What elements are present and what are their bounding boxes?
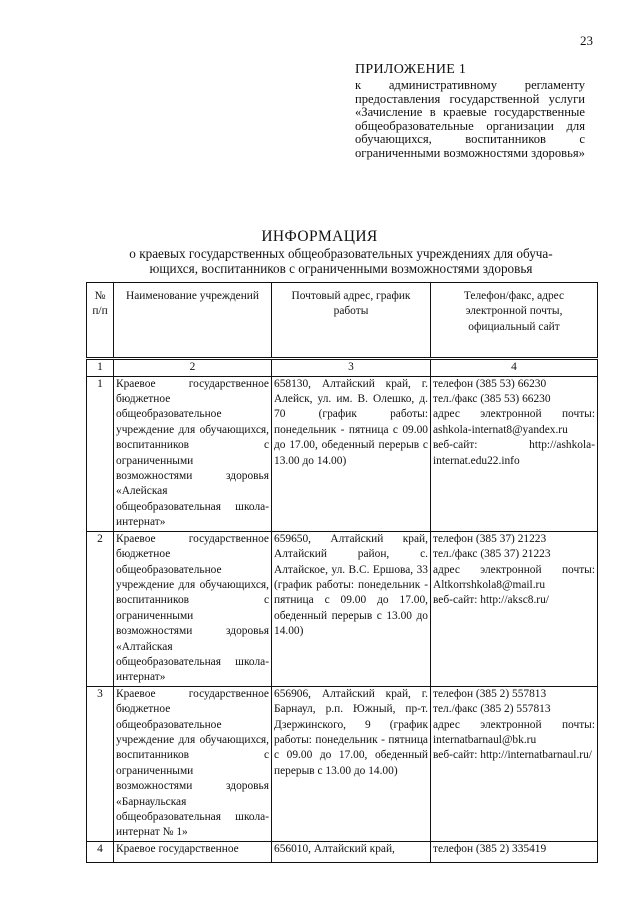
contact-website: веб-сайт: http://ashkola-internat.edu22.info xyxy=(433,439,595,467)
institution-name: Краевое государственное бюджетное общеобразовательное учреждение для обучающихся, воспитанников с ограниченными возможностями здоровья «Алейская общеобразовательная школа-интернат» xyxy=(114,376,272,531)
header-contacts: Телефон/факс, адрес электронной почты, официальный сайт xyxy=(431,283,598,359)
info-title: ИНФОРМАЦИЯ xyxy=(261,228,378,245)
contact-website: веб-сайт: http://aksc8.ru/ xyxy=(433,594,549,607)
appendix-title: ПРИЛОЖЕНИЕ 1 xyxy=(355,62,467,77)
header-name: Наименование учреждений xyxy=(114,283,272,359)
column-number: 4 xyxy=(431,359,598,376)
institution-name: Краевое государственное бюджетное общеобразовательное учреждение для обучающихся, воспитанников с ограниченными возможностями здоровья «Алтайская общеобразовательная школа-интернат» xyxy=(114,531,272,686)
institution-address: 656906, Алтайский край, г. Барнаул, р.п. Южный, пр-т. Дзержинского, 9 (график работы: понедельник - пятница с 09.00 до 17.00, обеденный перерыв с 13.00 до 14.00) xyxy=(272,686,431,841)
header-address: Почтовый адрес, график работы xyxy=(272,283,431,359)
info-subtitle xyxy=(86,246,596,276)
column-number: 1 xyxy=(87,359,114,376)
institution-contacts xyxy=(431,686,598,841)
contact-phone: телефон (385 2) 557813 xyxy=(433,687,547,700)
institution-address: 656010, Алтайский край, xyxy=(272,841,431,862)
institution-address: 658130, Алтайский край, г. Алейск, ул. им. В. Олешко, д. 70 (график работы: понедельник - пятница с 09.00 до 17.00, обеденный перерыв с 13.00 до 14.00) xyxy=(272,376,431,531)
contact-phone: телефон (385 37) 21223 xyxy=(433,532,547,545)
contact-email: адрес электронной почты: Altkorrshkola8@mail.ru xyxy=(433,563,595,591)
row-number: 3 xyxy=(87,686,114,841)
institution-contacts xyxy=(431,376,598,531)
institutions-table xyxy=(86,282,598,863)
column-number-row xyxy=(87,359,598,376)
contact-phone: телефон (385 53) 66230 xyxy=(433,377,547,390)
table-row xyxy=(87,841,598,862)
contact-website: веб-сайт: http://internatbarnaul.ru/ xyxy=(433,749,592,762)
institution-contacts xyxy=(431,841,598,862)
contact-email: адрес электронной почты: internatbarnaul@bk.ru xyxy=(433,718,595,746)
appendix-block xyxy=(355,62,585,161)
row-number: 4 xyxy=(87,841,114,862)
institution-address: 659650, Алтайский край, Алтайский район, с. Алтайское, ул. В.С. Ершова, 33 (график работы: понедельник - пятница с 09.00 до 17.00, обеденный перерыв с 13.00 до 14.00) xyxy=(272,531,431,686)
institution-name: Краевое государственное xyxy=(114,841,272,862)
page-number: 23 xyxy=(580,33,593,48)
table-row xyxy=(87,376,598,531)
table-header-row xyxy=(87,283,598,359)
institution-contacts xyxy=(431,531,598,686)
contact-email: адрес электронной почты: ashkola-internat8@yandex.ru xyxy=(433,408,595,436)
table-row xyxy=(87,531,598,686)
info-subtitle-line2: ющихся, воспитанников с ограниченными возможностями здоровья xyxy=(149,261,533,276)
row-number: 2 xyxy=(87,531,114,686)
row-number: 1 xyxy=(87,376,114,531)
header-num: № п/п xyxy=(87,283,114,359)
table-row xyxy=(87,686,598,841)
column-number: 2 xyxy=(114,359,272,376)
contact-phone: телефон (385 2) 335419 xyxy=(433,842,547,855)
info-subtitle-line1: о краевых государственных общеобразовательных учреждениях для обуча- xyxy=(129,246,553,261)
contact-fax: тел./факс (385 37) 21223 xyxy=(433,548,551,561)
institution-name: Краевое государственное бюджетное общеобразовательное учреждение для обучающихся, воспитанников с ограниченными возможностями здоровья «Барнаульская общеобразовательная школа-интернат № 1» xyxy=(114,686,272,841)
contact-fax: тел./факс (385 53) 66230 xyxy=(433,393,551,406)
appendix-text: к административному регламенту предоставления государственной услуги «Зачисление в краевые государственные общеобразовательные организации для обучающихся, воспитанников с ограниченными возможностями здоровья» xyxy=(355,78,585,160)
contact-fax: тел./факс (385 2) 557813 xyxy=(433,703,551,716)
column-number: 3 xyxy=(272,359,431,376)
